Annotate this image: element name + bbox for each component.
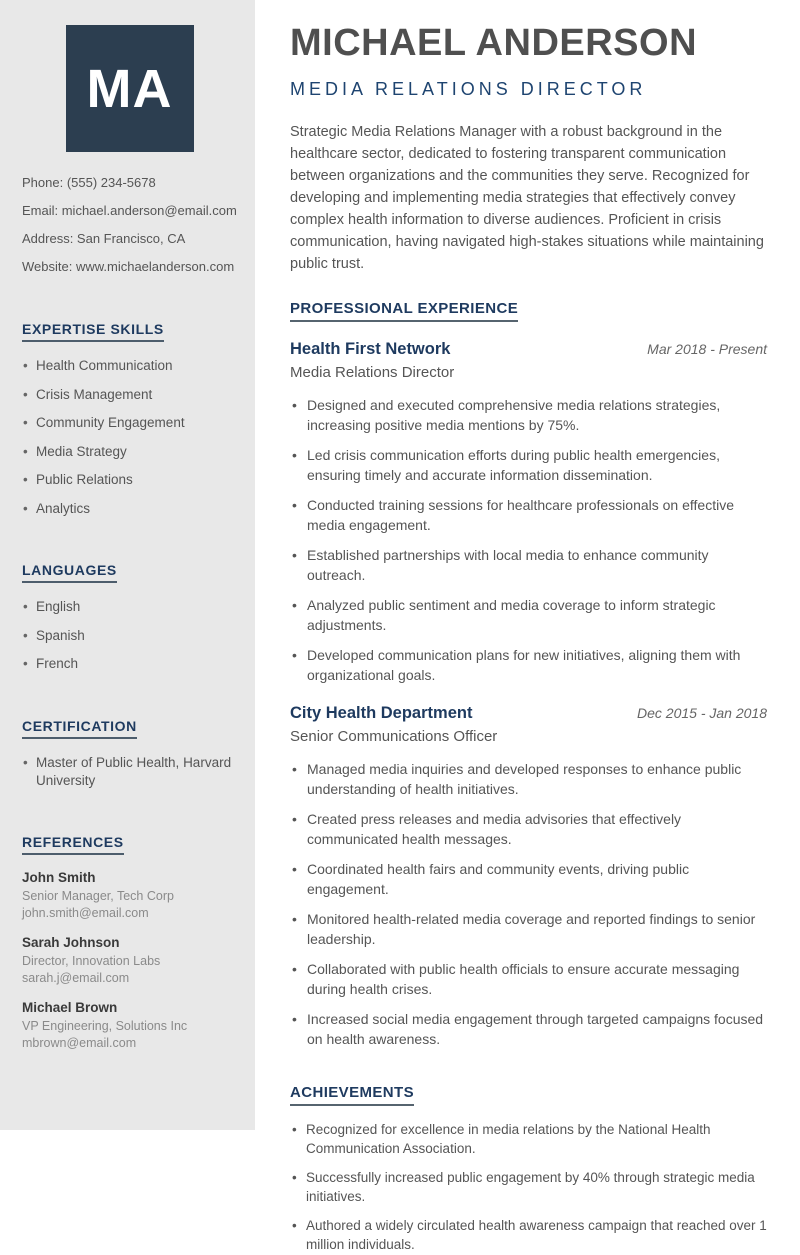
language-item: • Spanish: [22, 627, 237, 645]
person-title: MEDIA RELATIONS DIRECTOR: [290, 78, 647, 99]
job-dates: Mar 2018 - Present: [647, 340, 767, 357]
job-bullet: • Collaborated with public health officials to ensure accurate messaging during health crises.: [290, 959, 767, 1000]
job-bullet: • Designed and executed comprehensive media relations strategies, increasing positive media mentions by 75%.: [290, 395, 767, 436]
reference-email: mbrown@email.com: [22, 1036, 137, 1050]
avatar: [66, 25, 194, 152]
language-item: • French: [22, 655, 237, 673]
main-content: [255, 0, 800, 1253]
reference-name: Michael Brown: [22, 1000, 118, 1015]
company-name: Health First Network: [290, 339, 451, 358]
avatar-initials: MA: [86, 58, 173, 119]
job-header: [290, 704, 767, 723]
contact-website: Website: www.michaelanderson.com: [22, 259, 235, 274]
job-bullet: • Established partnerships with local media to enhance community outreach.: [290, 545, 767, 586]
reference-person: [22, 870, 237, 920]
job-bullet: • Increased social media engagement through targeted campaigns focused on health awareness.: [290, 1009, 767, 1050]
reference-person: [22, 1000, 237, 1050]
skill-item: • Analytics: [22, 500, 237, 518]
job-entry: [290, 704, 767, 1050]
job-bullet: • Coordinated health fairs and community events, driving public engagement.: [290, 859, 767, 900]
summary-paragraph: Strategic Media Relations Manager with a robust background in the healthcare sector, dedicated to fostering transparent communication between organizations and the communities they serve. Recognized for developing and implementing media strategies that effectively convey complex health information to diverse audiences. Proficient in crisis communication, having navigated high-stakes situations while maintaining public trust.: [290, 123, 764, 272]
achievements-list: [290, 1120, 767, 1255]
languages-list: [22, 598, 237, 673]
contact-info: [22, 175, 237, 274]
reference-role: VP Engineering, Solutions Inc: [22, 1019, 188, 1033]
job-bullet: • Managed media inquiries and developed responses to enhance public understanding of health initiatives.: [290, 759, 767, 800]
achievements-heading: ACHIEVEMENTS: [290, 1084, 414, 1106]
section-achievements: [290, 1059, 767, 1255]
certification-heading: CERTIFICATION: [22, 718, 137, 739]
job-bullet: • Created press releases and media advisories that effectively communicated health messages.: [290, 809, 767, 850]
job-bullet: • Conducted training sessions for healthcare professionals on effective media engagement.: [290, 495, 767, 536]
reference-person: [22, 935, 237, 985]
reference-name: Sarah Johnson: [22, 935, 120, 950]
section-references: [22, 800, 237, 1050]
achievement-item: • Authored a widely circulated health awareness campaign that reached over 1 million individuals.: [290, 1216, 767, 1255]
expertise-skills-heading: EXPERTISE SKILLS: [22, 321, 164, 342]
skill-item: • Health Communication: [22, 357, 237, 375]
skill-item: • Crisis Management: [22, 386, 237, 404]
reference-name: John Smith: [22, 870, 96, 885]
company-name: City Health Department: [290, 703, 473, 722]
reference-email: john.smith@email.com: [22, 906, 149, 920]
sidebar: [0, 0, 255, 1130]
skill-item: • Public Relations: [22, 471, 237, 489]
job-role: Senior Communications Officer: [290, 727, 498, 745]
languages-heading: LANGUAGES: [22, 562, 117, 583]
achievement-item: • Recognized for excellence in media relations by the National Health Communication Association.: [290, 1120, 767, 1159]
job-bullet: • Analyzed public sentiment and media coverage to inform strategic adjustments.: [290, 595, 767, 636]
section-expertise-skills: [22, 287, 237, 518]
section-certification: [22, 684, 237, 790]
language-item: • English: [22, 598, 237, 616]
skill-item: • Community Engagement: [22, 414, 237, 432]
job-header: [290, 340, 767, 359]
job-dates: Dec 2015 - Jan 2018: [637, 704, 767, 721]
achievement-item: • Successfully increased public engagement by 40% through strategic media initiatives.: [290, 1168, 767, 1207]
job-bullet-list: [290, 759, 767, 1050]
job-bullet: • Developed communication plans for new initiatives, aligning them with organizational goals.: [290, 645, 767, 686]
certification-list: [22, 754, 237, 790]
job-bullet: • Monitored health-related media coverage and reported findings to senior leadership.: [290, 909, 767, 950]
job-bullet-list: [290, 395, 767, 686]
reference-role: Director, Innovation Labs: [22, 954, 161, 968]
reference-email: sarah.j@email.com: [22, 971, 130, 985]
section-languages: [22, 528, 237, 673]
professional-experience-heading: PROFESSIONAL EXPERIENCE: [290, 300, 518, 322]
reference-role: Senior Manager, Tech Corp: [22, 889, 174, 903]
section-professional-experience: [290, 275, 767, 1050]
person-name: MICHAEL ANDERSON: [290, 22, 698, 64]
certification-item: • Master of Public Health, Harvard University: [22, 754, 237, 790]
skills-list: [22, 357, 237, 518]
contact-address: Address: San Francisco, CA: [22, 231, 186, 246]
skill-item: • Media Strategy: [22, 443, 237, 461]
job-entry: [290, 340, 767, 686]
references-heading: REFERENCES: [22, 834, 124, 855]
job-bullet: • Led crisis communication efforts during public health emergencies, ensuring timely and accurate information dissemination.: [290, 445, 767, 486]
contact-email: Email: michael.anderson@email.com: [22, 203, 237, 218]
contact-phone: Phone: (555) 234-5678: [22, 175, 156, 190]
job-role: Media Relations Director: [290, 363, 455, 381]
